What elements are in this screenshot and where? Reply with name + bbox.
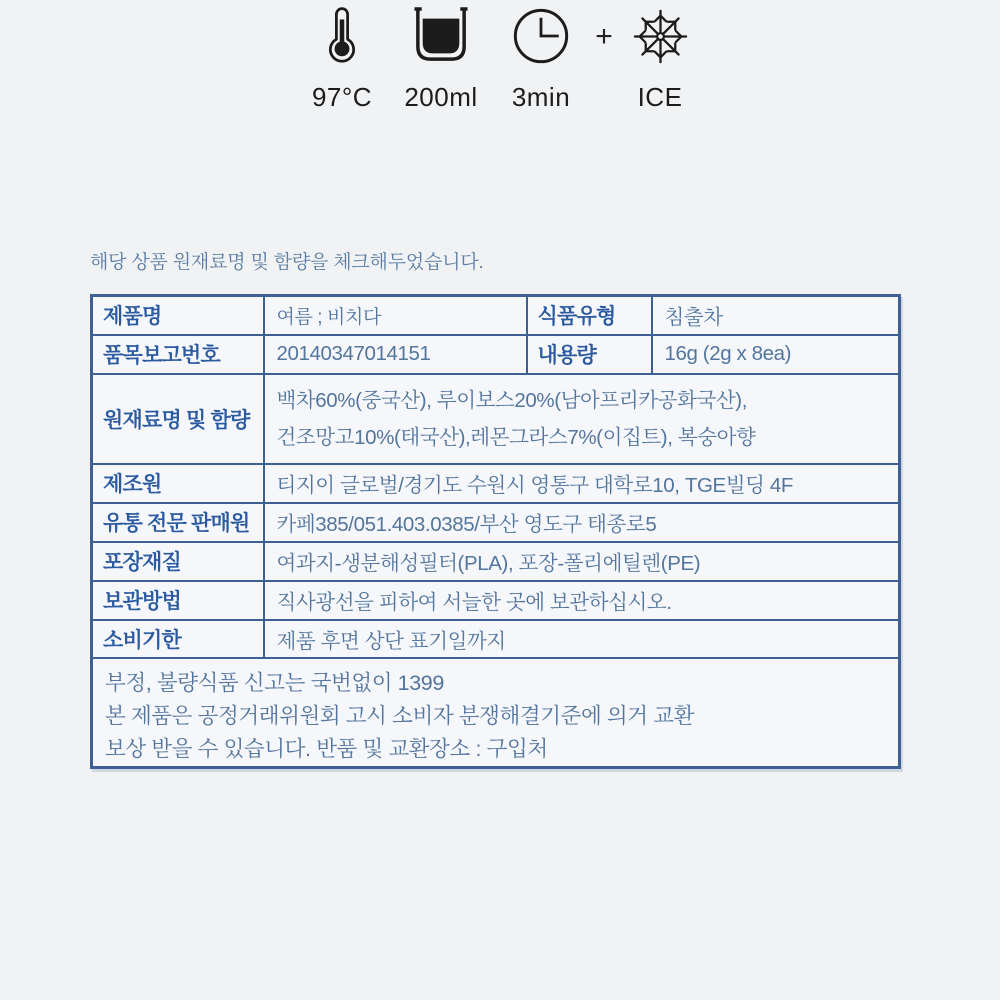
distributor-label: 유통 전문 판매원 — [92, 503, 264, 542]
net-content-label: 내용량 — [527, 335, 652, 374]
manufacturer-label: 제조원 — [92, 464, 264, 503]
notice-line-2: 본 제품은 공정거래위원회 고시 소비자 분쟁해결기준에 의거 교환 — [105, 703, 694, 728]
notice-line-3: 보상 받을 수 있습니다. 반품 및 교환장소 : 구입처 — [105, 736, 548, 761]
storage-label: 보관방법 — [92, 581, 264, 620]
volume-label: 200ml — [404, 82, 478, 112]
table-row — [92, 542, 900, 581]
ingredients-line-2: 건조망고10%(태국산),레몬그라스7%(이집트), 복숭아향 — [276, 425, 756, 449]
brew-temperature — [300, 0, 384, 113]
product-name-label: 제품명 — [92, 296, 264, 335]
brew-volume — [399, 0, 483, 113]
brew-ice — [618, 0, 702, 113]
table-row — [92, 374, 900, 464]
table-row — [92, 335, 900, 374]
net-content-value: 16g (2g x 8ea) — [652, 335, 900, 374]
ingredients-line-1: 백차60%(중국산), 루이보스20%(남아프리카공화국산), — [276, 388, 748, 412]
ingredients-value — [264, 374, 900, 464]
temperature-label: 97°C — [311, 82, 373, 112]
clock-icon — [499, 0, 583, 64]
thermometer-icon — [300, 0, 384, 64]
table-row — [92, 464, 900, 503]
ice-label: ICE — [637, 82, 683, 112]
table-row — [92, 658, 900, 768]
table-row — [92, 620, 900, 658]
plus-icon: + — [595, 20, 613, 53]
table-row — [92, 296, 900, 335]
report-number-value: 20140347014151 — [264, 335, 527, 374]
time-label: 3min — [511, 82, 571, 112]
expiry-value: 제품 후면 상단 표기일까지 — [264, 620, 900, 658]
distributor-value: 카페385/051.403.0385/부산 영도구 태종로5 — [264, 503, 900, 542]
consumer-notice — [92, 658, 900, 768]
food-type-label: 식품유형 — [527, 296, 652, 335]
packaging-value: 여과지-생분해성필터(PLA), 포장-폴리에틸렌(PE) — [264, 542, 900, 581]
expiry-label: 소비기한 — [92, 620, 264, 658]
packaging-label: 포장재질 — [92, 542, 264, 581]
snowflake-icon — [618, 0, 702, 64]
notice-line-1: 부정, 불량식품 신고는 국번없이 1399 — [105, 670, 444, 695]
product-name-value: 여름 ; 비치다 — [264, 296, 527, 335]
ingredients-label: 원재료명 및 함량 — [92, 374, 264, 464]
brew-time — [499, 0, 583, 113]
product-info-table — [90, 294, 901, 769]
cup-icon — [399, 0, 483, 64]
table-row — [92, 581, 900, 620]
storage-value: 직사광선을 피하여 서늘한 곳에 보관하십시오. — [264, 581, 900, 620]
table-row — [92, 503, 900, 542]
manufacturer-value: 티지이 글로벌/경기도 수원시 영통구 대학로10, TGE빌딩 4F — [264, 464, 900, 503]
report-number-label: 품목보고번호 — [92, 335, 264, 374]
food-type-value: 침출차 — [652, 296, 900, 335]
ingredients-intro-text: 해당 상품 원재료명 및 함량을 체크해두었습니다. — [90, 252, 484, 273]
